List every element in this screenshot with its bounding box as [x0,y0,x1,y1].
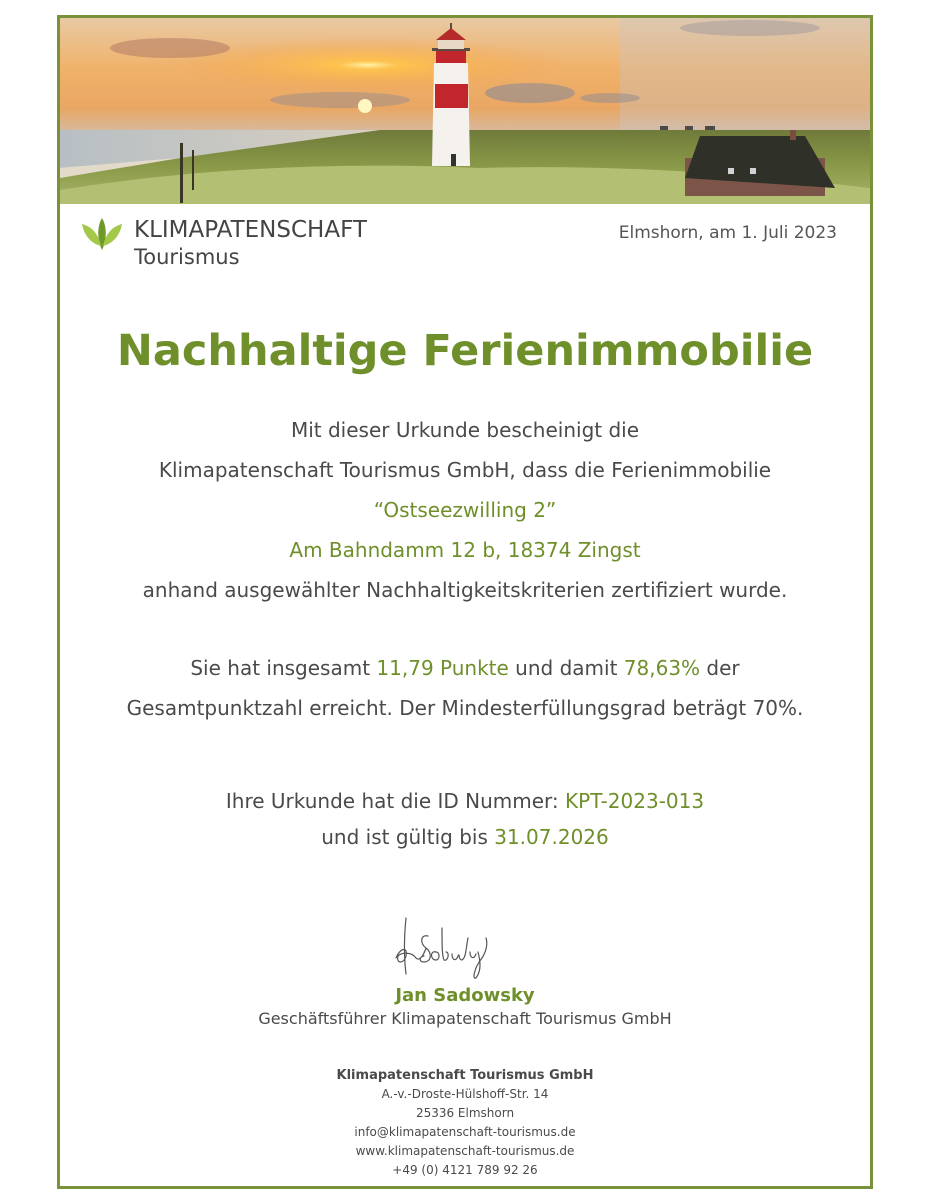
property-address: Am Bahndamm 12 b, 18374 Zingst [289,538,641,562]
score-points: 11,79 Punkte [376,656,509,680]
validity-line [60,819,870,855]
id-prefix: Ihre Urkunde hat die ID Nummer: [225,789,566,813]
intro-line-1: Mit dieser Urkunde bescheinigt die [290,418,640,442]
certificate-title: Nachhaltige Ferienimmobilie [116,326,814,376]
intro-line-2: Klimapatenschaft Tourismus GmbH, dass die Ferienimmobilie [158,458,772,482]
company-footer [60,1066,870,1180]
score-suffix: der [700,656,740,680]
valid-prefix: und ist gültig bis [321,825,495,849]
score-prefix: Sie hat insgesamt [190,656,377,680]
valid-until-date: 31.07.2026 [494,825,609,849]
score-line-1 [60,648,870,688]
leaf-icon [80,216,124,252]
logo-wordmark: KLIMAPATENSCHAFT [134,217,367,243]
id-line [60,783,870,819]
score-middle: und damit [508,656,624,680]
signatory [60,984,870,1030]
footer-company: Klimapatenschaft Tourismus GmbH [336,1068,594,1083]
certificate-id: KPT-2023-013 [565,789,705,813]
footer-website[interactable]: www.klimapatenschaft-tourismus.de [355,1144,575,1158]
score-statement [60,648,870,728]
header-photo-lighthouse [60,18,870,204]
handwritten-signature [390,908,510,980]
footer-street: A.-v.-Droste-Hülshoff-Str. 14 [381,1087,549,1101]
lighthouse-landscape-image [60,18,870,204]
footer-city: 25336 Elmshorn [415,1106,515,1120]
certificate-frame [57,15,873,1189]
place-and-date: Elmshorn, am 1. Juli 2023 [618,223,837,243]
certificate-id-statement [60,783,870,855]
certification-statement [60,410,870,610]
score-percent: 78,63% [623,656,701,680]
property-name: “Ostseezwilling 2” [373,498,557,522]
brand-logo [80,216,367,270]
footer-email[interactable]: info@klimapatenschaft-tourismus.de [354,1125,576,1139]
score-line-2: Gesamtpunktzahl erreicht. Der Mindesterfüllungsgrad beträgt 70%. [126,696,804,720]
signer-name: Jan Sadowsky [395,985,535,1006]
intro-line-3: anhand ausgewählter Nachhaltigkeitskriterien zertifiziert wurde. [142,578,788,602]
logo-subtitle: Tourismus [134,245,240,269]
signer-role: Geschäftsführer Klimapatenschaft Tourismus GmbH [258,1009,672,1028]
footer-phone: +49 (0) 4121 789 92 26 [392,1163,538,1177]
